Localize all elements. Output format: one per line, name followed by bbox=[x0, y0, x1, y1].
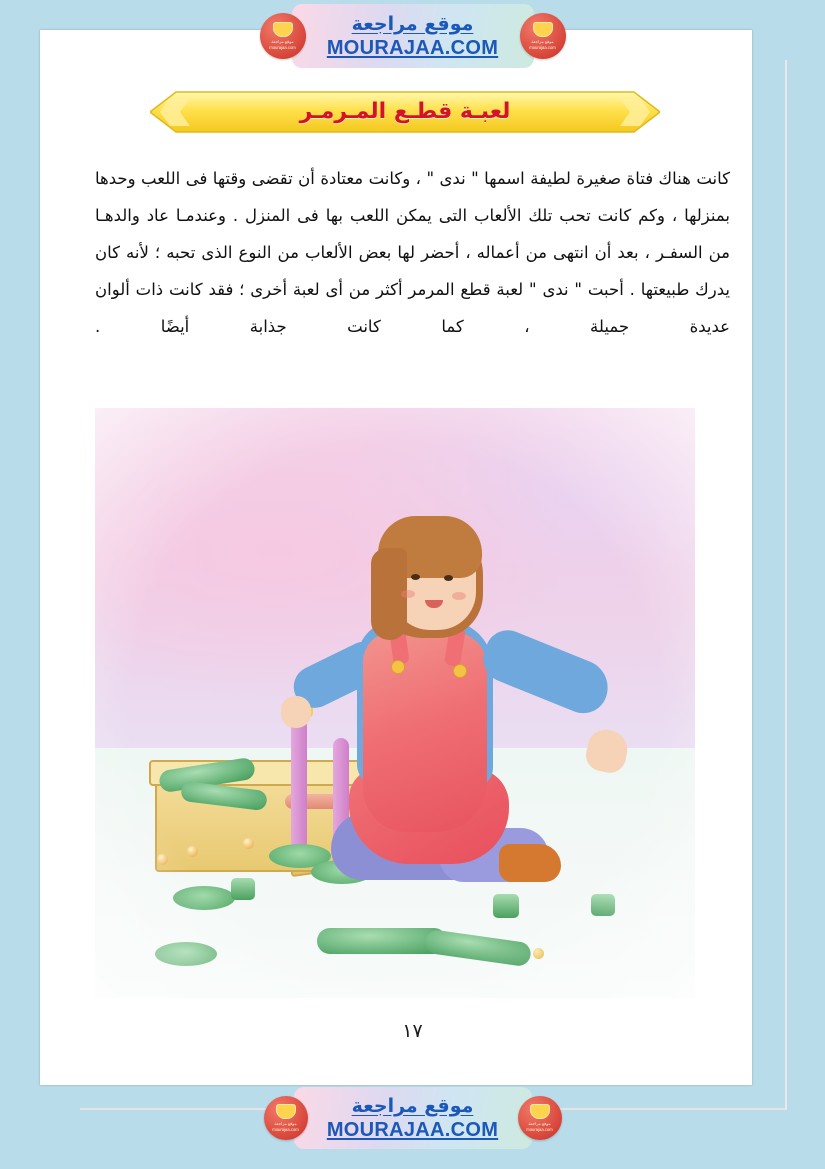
badge-mark-icon bbox=[273, 22, 293, 37]
badge-label-top: موقع مراجعة bbox=[531, 39, 554, 45]
badge-url-bottom: mourajaa.com bbox=[526, 1126, 553, 1132]
lesson-paragraph-text: كانت هناك فتاة صغيرة لطيفة اسمها " ندى " ، وكانت معتادة أن تقضى وقتها فى اللعب وحدها بمنزلها ، وكم كانت تحب تلك الألعاب التى يمكن اللعب بها فى المنزل . وعندمـا عاد والدهـا من السفـر ، بعد أن انتهى من أعماله ، أحضر لها بعض الألعاب من النوع الذى تحبه ؛ لأنه كان يدرك طبيعتها . أحبت " ندى " لعبة قطع المرمر أكثر من أى لعبة أخرى ؛ فقد كانت ذات ألوان عديدة جميلة ، كما كانت جذابة أيضًا . bbox=[95, 169, 730, 336]
lesson-title-text: لعبـة قطـع المـرمـر bbox=[299, 98, 511, 124]
watermark-title-top: موقع مراجعة bbox=[351, 12, 474, 35]
lesson-paragraph bbox=[95, 160, 730, 345]
badge-mark-icon bbox=[530, 1104, 550, 1119]
badge-mark-icon bbox=[533, 22, 553, 37]
watermark-badge-left-icon bbox=[520, 13, 566, 59]
badge-mark-icon bbox=[276, 1104, 296, 1119]
watermark-banner-bottom bbox=[0, 1082, 825, 1154]
badge-label-bottom: موقع مراجعة bbox=[528, 1121, 551, 1127]
badge-label-bottom-2: موقع مراجعة bbox=[274, 1121, 297, 1127]
watermark-badge-right-icon-bottom bbox=[264, 1096, 308, 1140]
page-number: ١٧ bbox=[402, 1020, 423, 1042]
watermark-banner-top bbox=[0, 0, 825, 72]
badge-label-top-2: موقع مراجعة bbox=[271, 39, 294, 45]
badge-url-top: mourajaa.com bbox=[529, 44, 556, 50]
watermark-badge-left-icon-bottom bbox=[518, 1096, 562, 1140]
lesson-illustration bbox=[95, 408, 695, 998]
badge-url-top-2: mourajaa.com bbox=[269, 44, 296, 50]
watermark-url-bottom[interactable]: MOURAJAA.COM bbox=[326, 1118, 499, 1141]
watermark-title-bottom: موقع مراجعة bbox=[351, 1094, 474, 1117]
watermark-badge-right-icon bbox=[260, 13, 306, 59]
watermark-url-top[interactable]: MOURAJAA.COM bbox=[326, 36, 499, 59]
watermark-center-top bbox=[292, 4, 534, 68]
badge-url-bottom-2: mourajaa.com bbox=[272, 1126, 299, 1132]
watermark-center-bottom bbox=[294, 1087, 532, 1149]
illustration-vignette bbox=[95, 408, 695, 998]
lesson-title-ribbon bbox=[150, 88, 660, 136]
